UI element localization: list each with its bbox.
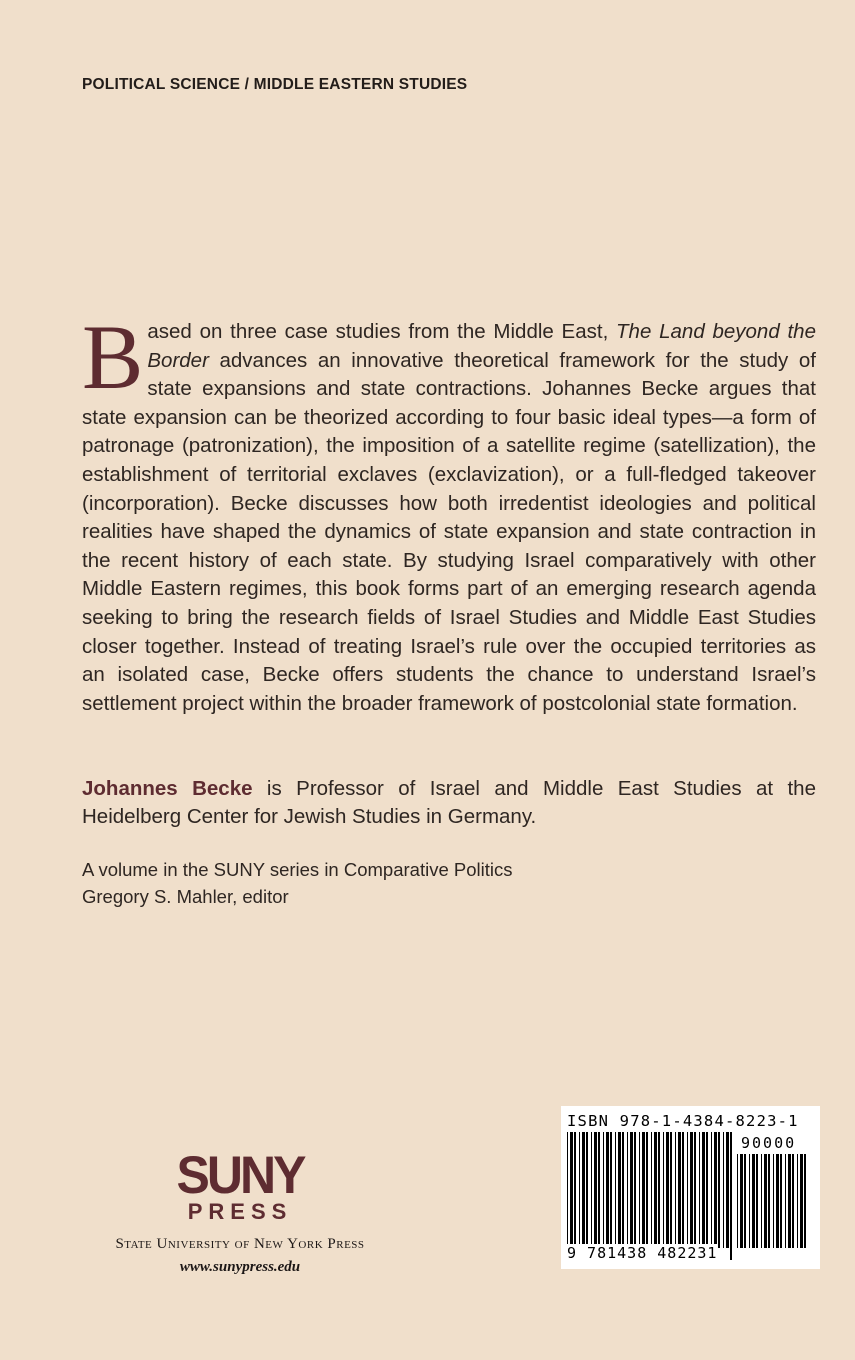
barcode-bar	[582, 1132, 585, 1248]
barcode-bar	[740, 1154, 743, 1248]
barcode-bar	[654, 1132, 657, 1248]
drop-cap: B	[82, 306, 144, 408]
barcode-bar	[699, 1132, 700, 1248]
book-title: The Land beyond the Border	[147, 320, 816, 372]
barcode-bar	[591, 1132, 592, 1248]
ean-number: 9 781438 482231	[567, 1244, 718, 1262]
barcode-bar	[764, 1154, 767, 1248]
barcode-bar	[610, 1132, 612, 1248]
barcode-bar	[718, 1132, 720, 1248]
barcode-bar	[687, 1132, 688, 1248]
barcode-bar	[618, 1132, 621, 1248]
barcode-bar	[797, 1154, 798, 1248]
barcode-bar	[804, 1154, 806, 1248]
barcode-bar	[603, 1132, 604, 1248]
barcode-bar	[792, 1154, 794, 1248]
series-editor: Gregory S. Mahler, editor	[82, 886, 289, 907]
barcode-bar	[773, 1154, 774, 1248]
addon-barcode-bars	[737, 1154, 811, 1260]
barcode-bar	[574, 1132, 576, 1248]
category-label: POLITICAL SCIENCE / MIDDLE EASTERN STUDIES	[82, 76, 468, 93]
barcode-bar	[639, 1132, 640, 1248]
barcode-bar	[702, 1132, 705, 1248]
barcode-bar	[706, 1132, 708, 1248]
barcode-bar	[658, 1132, 660, 1248]
barcode-bar	[726, 1132, 729, 1248]
barcode-bar	[776, 1154, 779, 1248]
barcode-bar	[598, 1132, 600, 1248]
barcode-bar	[785, 1154, 786, 1248]
barcode-bar	[737, 1154, 738, 1248]
author-name: Johannes Becke	[82, 777, 253, 800]
series-name: A volume in the SUNY series in Comparative Politics	[82, 859, 513, 880]
description-intro: ased on three case studies from the Middle East,	[147, 320, 617, 343]
barcode-bar	[606, 1132, 609, 1248]
barcode-bar	[723, 1132, 724, 1248]
barcode-bar	[622, 1132, 624, 1248]
barcode-bar	[675, 1132, 676, 1248]
barcode-bar	[670, 1132, 672, 1248]
barcode-bar	[646, 1132, 648, 1248]
barcode-bar	[682, 1132, 684, 1248]
barcode-bar	[642, 1132, 645, 1248]
barcode-bar	[586, 1132, 588, 1248]
barcode-bar	[666, 1132, 669, 1248]
series-info	[82, 856, 512, 910]
isbn-text: ISBN 978-1-4384-8223-1	[567, 1112, 799, 1130]
barcode-bar	[651, 1132, 652, 1260]
author-bio-text: is Professor of Israel and Middle East Studies at the Heidelberg Center for Jewish Studies in Germany.	[82, 777, 816, 828]
barcode-bar	[780, 1154, 782, 1248]
barcode-bar	[730, 1132, 732, 1260]
barcode-bar	[678, 1132, 681, 1248]
barcode-bar	[752, 1154, 755, 1248]
publisher-url: www.sunypress.edu	[179, 1259, 301, 1275]
barcode-bar	[714, 1132, 717, 1248]
publisher-name: State University of New York Press	[115, 1236, 365, 1252]
barcode-bar	[627, 1132, 628, 1248]
author-bio	[82, 775, 816, 831]
barcode-bar	[694, 1132, 696, 1248]
barcode-bar	[711, 1132, 712, 1248]
isbn-barcode	[561, 1106, 820, 1269]
barcode-bar	[615, 1132, 616, 1248]
barcode-bar	[761, 1154, 762, 1248]
suny-logo-text: SUNY	[176, 1145, 304, 1205]
price-code: 90000	[741, 1134, 797, 1152]
publisher-logo	[80, 1145, 400, 1276]
barcode-bar	[756, 1154, 758, 1248]
barcode-bar	[570, 1132, 573, 1260]
description-body: advances an innovative theoretical framework for the study of state expansions and state contractions. Johannes Becke argues that state expansion can be theorized according to four basic ideal types—a form of patronage (patronization), the imposition of a satellite regime (satellization), the establishment of territorial exclaves (exclavization), or a full-fledged takeover (incorporation). Becke discusses how both irredentist ideologies and political realities have shaped the dynamics of state expansion and state contraction in the recent history of each state. By studying Israel comparatively with other Middle Eastern regimes, this book forms part of an emerging research agenda seeking to bring the research fields of Israel Studies and Middle East Studies closer together. Instead of treating Israel’s rule over the occupied territories as an isolated case, Becke offers students the chance to understand Israel’s settlement project within the broader framework of postcolonial state formation.	[82, 348, 816, 715]
barcode-bar	[690, 1132, 693, 1248]
barcode-bar	[800, 1154, 803, 1248]
book-description	[82, 306, 816, 718]
barcode-bar	[634, 1132, 636, 1248]
barcode-bar	[630, 1132, 633, 1248]
barcode-bar	[788, 1154, 791, 1248]
ean-barcode-bars	[567, 1132, 733, 1260]
barcode-bar	[744, 1154, 746, 1248]
press-logo-text: PRESS	[187, 1199, 293, 1224]
barcode-bar	[579, 1132, 580, 1248]
barcode-bar	[663, 1132, 664, 1248]
barcode-bar	[594, 1132, 597, 1248]
barcode-bar	[749, 1154, 750, 1248]
barcode-bar	[567, 1132, 568, 1260]
barcode-bar	[768, 1154, 770, 1248]
